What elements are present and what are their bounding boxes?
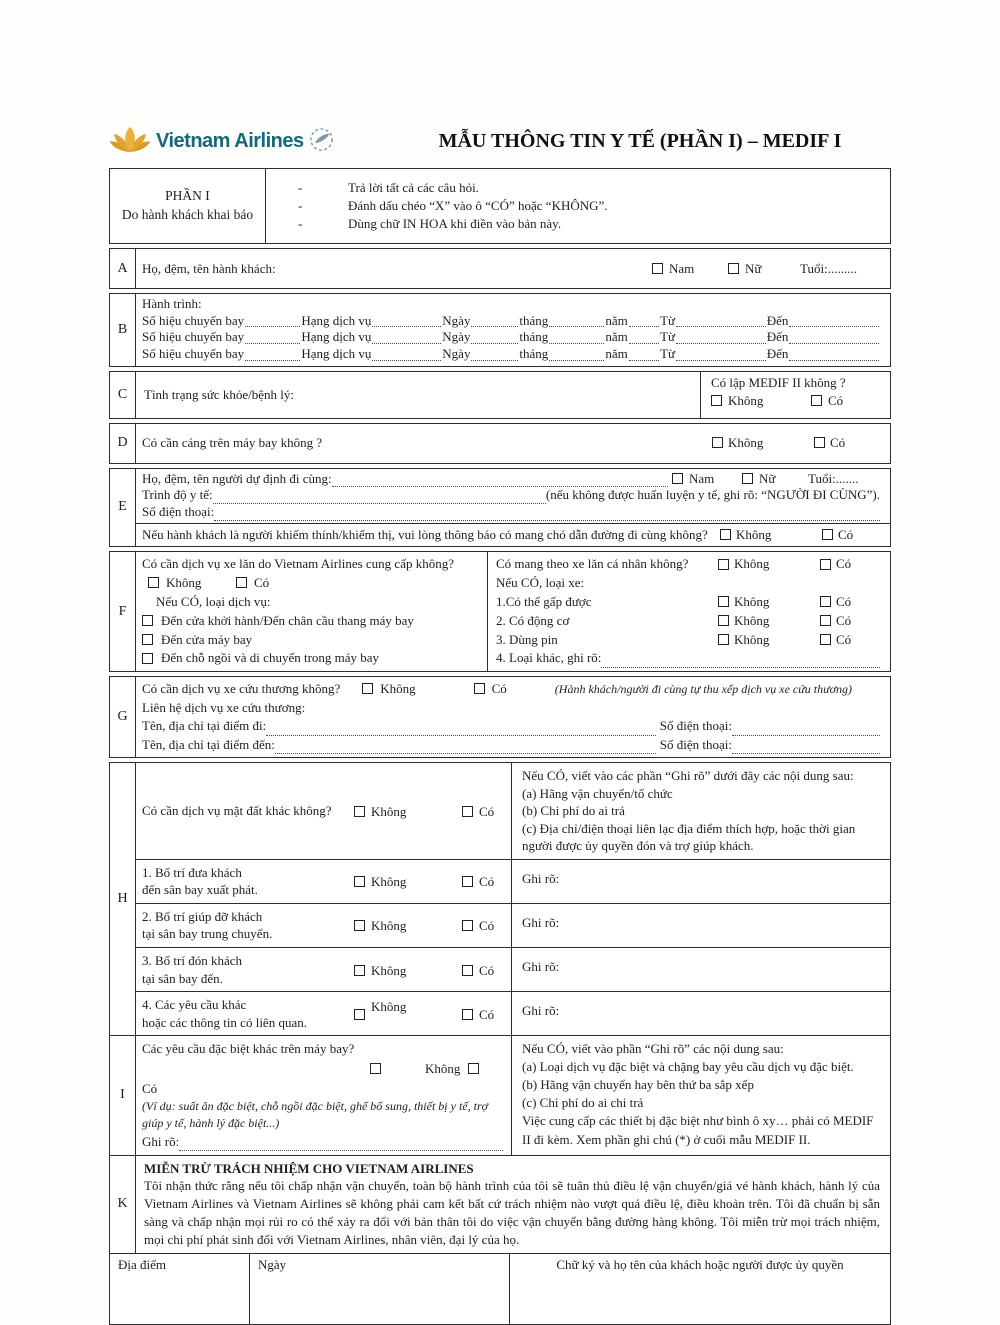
instructions-box <box>109 168 891 244</box>
ambulance-question: Có cần dịch vụ xe cứu thương không? <box>142 681 341 697</box>
day-field[interactable] <box>471 332 518 344</box>
to-label: Đến <box>766 312 789 328</box>
companion-age-label: Tuổi:....... <box>808 470 859 486</box>
service-to-door-checkbox[interactable] <box>142 634 153 645</box>
specify-label[interactable]: Ghi rõ: <box>522 870 560 886</box>
medif2-yes-checkbox[interactable] <box>811 395 822 406</box>
service-class-label: Hạng dịch vụ <box>301 345 372 361</box>
medical-level-note: (nếu không được huấn luyện y tế, ghi rõ: “NGƯỜI ĐI CÙNG”). <box>545 487 880 503</box>
destination-contact-label: Tên, địa chỉ tại điểm đến: <box>142 736 275 752</box>
flight-number-field[interactable] <box>245 315 300 327</box>
flight-number-label: Số hiệu chuyến bay <box>142 345 245 361</box>
h-item-label: 1. Bố trí đưa khách đến sân bay xuất phát. <box>142 864 258 898</box>
date-label: Ngày <box>258 1256 287 1272</box>
instruction-text: Đánh dấu chéo “X” vào ô “CÓ” hoặc “KHÔNG”. <box>348 198 608 213</box>
special-note-a: (a) Loại dịch vụ đặc biệt và chặng bay yêu cầu dịch vụ đặc biệt. <box>522 1058 854 1074</box>
stretcher-question: Có cần cáng trên máy bay không ? <box>142 435 323 450</box>
yes-label: Có <box>828 392 844 408</box>
special-note-c: (c) Chi phí do ai chi trả <box>522 1095 644 1111</box>
medical-level-label: Trình độ y tế: <box>142 487 213 503</box>
signature-cell[interactable] <box>510 1254 890 1324</box>
part-subtitle: Do hành khách khai báo <box>121 207 254 222</box>
page-title: MẪU THÔNG TIN Y TẾ (PHẦN I) – MEDIF I <box>438 129 842 152</box>
medif2-question: Có lập MEDIF II không ? <box>711 374 846 390</box>
row-letter-c: C <box>110 372 136 418</box>
no-label: Không <box>425 1060 461 1076</box>
other-type-field[interactable] <box>601 656 880 668</box>
h-item-label: 4. Các yêu cầu khác hoặc các thông tin có liên quan. <box>142 997 307 1030</box>
yes-label: Có <box>479 918 495 934</box>
row-f <box>109 551 891 672</box>
place-label: Địa điểm <box>118 1256 167 1272</box>
row-letter-k: K <box>110 1156 136 1254</box>
phone-field[interactable] <box>214 509 880 521</box>
companion-female-checkbox[interactable] <box>742 473 753 484</box>
year-label: năm <box>605 345 628 361</box>
h-item-label: 3. Bố trí đón khách tại sân bay đến. <box>142 952 243 986</box>
origin-contact-label: Tên, địa chỉ tại điểm đi: <box>142 718 267 734</box>
dash-bullet: - <box>298 198 303 213</box>
ground-service-question: Có cần dịch vụ mặt đất khác không? <box>142 802 332 818</box>
battery-yes-checkbox[interactable] <box>820 634 831 645</box>
row-letter-h: H <box>110 763 136 1035</box>
yes-label: Có <box>836 556 852 572</box>
ambulance-note: (Hành khách/người đi cùng tự thu xếp dịch vụ xe cứu thương) <box>554 681 853 696</box>
yes-label: Có <box>479 874 495 890</box>
special-note-b: (b) Hãng vận chuyển hay bên thứ ba sắp xếp <box>522 1077 754 1093</box>
place-cell[interactable] <box>110 1254 250 1324</box>
guide-dog-yes-checkbox[interactable] <box>822 529 833 540</box>
battery-no-checkbox[interactable] <box>718 634 729 645</box>
motorized-yes-checkbox[interactable] <box>820 615 831 626</box>
no-label: Không <box>734 593 770 609</box>
from-field[interactable] <box>676 332 766 344</box>
foldable-no-checkbox[interactable] <box>718 596 729 607</box>
yes-label: Có <box>491 681 507 697</box>
ground-service-yes-checkbox[interactable] <box>462 806 473 817</box>
row-d <box>109 423 891 464</box>
h1-yes-checkbox[interactable] <box>462 876 473 887</box>
ground-service-no-checkbox[interactable] <box>354 806 365 817</box>
guide-dog-question: Nếu hành khách là người khiếm thính/khiếm thị, vui lòng thông báo có mang chó dẫn đường đi cùng không? <box>142 527 708 543</box>
no-label: Không <box>728 435 764 450</box>
medif2-cell <box>700 372 890 418</box>
flight-number-field[interactable] <box>245 349 300 361</box>
companion-name-field[interactable] <box>332 475 668 487</box>
service-option-label: Đến chỗ ngồi và di chuyển trong máy bay <box>161 650 380 666</box>
row-letter-a: A <box>110 249 136 288</box>
wheelchair-type-label: 2. Có động cơ <box>496 612 570 628</box>
specify-label[interactable]: Ghi rõ: <box>522 958 560 974</box>
month-field[interactable] <box>549 349 604 361</box>
to-field[interactable] <box>789 332 879 344</box>
yes-label: Có <box>838 527 854 543</box>
day-field[interactable] <box>471 349 518 361</box>
male-label: Nam <box>689 470 715 486</box>
h1-no-checkbox[interactable] <box>354 876 365 887</box>
row-c <box>109 371 891 419</box>
wheelchair-service-question: Có cần dịch vụ xe lăn do Vietnam Airlines cung cấp không? <box>142 556 454 572</box>
yes-label: Có <box>830 435 846 450</box>
row-i <box>109 1035 891 1156</box>
specify-label[interactable]: Ghi rõ: <box>522 1003 560 1019</box>
specify-label[interactable]: Ghi rõ: <box>522 914 560 930</box>
male-label: Nam <box>669 260 695 276</box>
ground-note-c: (c) Địa chỉ/điện thoại liên lạc địa điểm thích hợp, hoặc thời gian người được ủy quyền đón và trợ giúp khách. <box>522 820 856 854</box>
month-field[interactable] <box>549 332 604 344</box>
part-title: PHẦN I <box>165 188 210 204</box>
flight-number-label: Số hiệu chuyến bay <box>142 312 245 328</box>
form-sheet <box>109 0 891 1325</box>
year-field[interactable] <box>629 349 659 361</box>
ground-if-yes-label: Nếu CÓ, viết vào các phần “Ghi rõ” dưới đây các nội dung sau: <box>522 768 854 784</box>
wheelchair-no-checkbox[interactable] <box>148 577 159 588</box>
h2-yes-checkbox[interactable] <box>462 920 473 931</box>
month-label: tháng <box>519 312 549 328</box>
special-request-no-checkbox[interactable] <box>468 1063 479 1074</box>
from-label: Từ <box>660 345 676 361</box>
wheelchair-type-label: 1.Có thể gấp được <box>496 593 592 609</box>
foldable-yes-checkbox[interactable] <box>820 596 831 607</box>
lotus-icon <box>109 125 151 158</box>
no-label: Không <box>736 527 772 543</box>
no-label: Không <box>371 874 407 890</box>
h3-no-checkbox[interactable] <box>354 965 365 976</box>
from-label: Từ <box>660 312 676 328</box>
dash-bullet: - <box>298 216 303 231</box>
service-to-gate-checkbox[interactable] <box>142 615 153 626</box>
from-field[interactable] <box>676 349 766 361</box>
female-label: Nữ <box>759 470 776 486</box>
yes-wrap-label: Có <box>142 1081 158 1097</box>
service-class-field[interactable] <box>372 332 441 344</box>
row-g <box>109 676 891 758</box>
yes-label: Có <box>479 962 495 978</box>
phone-label: Số điện thoại: <box>659 736 732 752</box>
motorized-no-checkbox[interactable] <box>718 615 729 626</box>
yes-label: Có <box>836 631 852 647</box>
no-label: Không <box>371 998 407 1014</box>
no-label: Không <box>728 392 764 408</box>
row-h <box>109 762 891 1036</box>
row-letter-g: G <box>110 677 136 757</box>
wheelchair-type-label: 3. Dùng pin <box>496 631 558 647</box>
ground-note-b: (b) Chi phí do ai trả <box>522 803 625 819</box>
phone-label: Số điện thoại: <box>142 504 215 520</box>
ambulance-no-checkbox[interactable] <box>362 683 373 694</box>
stretcher-no-checkbox[interactable] <box>712 437 723 448</box>
wheelchair-yes-checkbox[interactable] <box>236 577 247 588</box>
own-wheelchair-no-checkbox[interactable] <box>718 559 729 570</box>
ground-note-a: (a) Hãng vận chuyển/tổ chức <box>522 785 673 801</box>
instruction-text: Trả lời tất cả các câu hỏi. <box>348 180 479 195</box>
yes-label: Có <box>479 1006 495 1022</box>
yes-label: Có <box>836 612 852 628</box>
service-class-label: Hạng dịch vụ <box>301 312 372 328</box>
origin-phone-field[interactable] <box>732 724 880 736</box>
year-label: năm <box>605 312 628 328</box>
no-label: Không <box>166 575 202 591</box>
female-label: Nữ <box>745 260 762 276</box>
yes-label: Có <box>254 575 270 591</box>
if-yes-type-label: Nếu CÓ, loại xe: <box>496 575 585 591</box>
row-e <box>109 468 891 548</box>
special-equipment-note: Việc cung cấp các thiết bị đặc biệt như bình ô xy… phải có MEDIF II đi kèm. Xem phần ghi chú (*) ở cuối mẫu MEDIF II. <box>522 1113 874 1147</box>
skyteam-icon <box>309 127 334 156</box>
page-header <box>109 122 891 160</box>
h-item-label: 2. Bố trí giúp đỡ khách tại sân bay trung chuyển. <box>142 908 273 942</box>
dash-bullet: - <box>298 180 303 195</box>
special-request-example: (Ví dụ: suất ăn đặc biệt, chỗ ngồi đặc biệt, ghế bổ sung, thiết bị y tế, trợ giúp y tế, hành lý đặc biệt...) <box>142 1099 489 1131</box>
liability-waiver-heading: MIỄN TRỪ TRÁCH NHIỆM CHO VIETNAM AIRLINES <box>144 1160 474 1176</box>
vietnam-airlines-logo <box>109 125 359 158</box>
special-request-checkbox[interactable] <box>370 1063 381 1074</box>
passenger-name-label: Họ, đệm, tên hành khách: <box>142 260 276 276</box>
month-label: tháng <box>519 345 549 361</box>
no-label: Không <box>380 681 416 697</box>
companion-name-label: Họ, đệm, tên người dự định đi cùng: <box>142 470 332 486</box>
day-label: Ngày <box>442 312 471 328</box>
to-label: Đến <box>766 345 789 361</box>
yes-label: Có <box>479 803 495 819</box>
instruction-item <box>296 198 890 214</box>
yes-label: Có <box>836 593 852 609</box>
row-letter-e: E <box>110 469 136 547</box>
guide-dog-no-checkbox[interactable] <box>720 529 731 540</box>
female-checkbox[interactable] <box>728 263 739 274</box>
day-label: Ngày <box>442 329 471 345</box>
year-field[interactable] <box>629 332 659 344</box>
instruction-item <box>296 216 890 232</box>
signature-label: Chữ ký và họ tên của khách hoặc người được ủy quyền <box>556 1256 844 1272</box>
special-if-yes-label: Nếu CÓ, viết vào phần “Ghi rõ” các nội dung sau: <box>522 1040 784 1056</box>
brand-wordmark: Vietnam Airlines <box>156 129 304 152</box>
no-label: Không <box>734 556 770 572</box>
own-wheelchair-yes-checkbox[interactable] <box>820 559 831 570</box>
h2-no-checkbox[interactable] <box>354 920 365 931</box>
destination-contact-field[interactable] <box>275 742 656 754</box>
instruction-text: Dùng chữ IN HOA khi điền vào bản này. <box>348 216 562 231</box>
liability-waiver-body: Tôi nhận thức rằng nếu tôi chấp nhận vận chuyển, toàn bộ hành trình của tôi sẽ tuân thủ điều lệ vận chuyển/giá vé hành khách, hành lý của Vietnam Airlines và Vietnam Airlines sẽ không phải cam kết bất cứ trách nhiệm nào vượt quá điều lệ, điều khoản trên. Tôi đã chuẩn bị sẵn sàng và chấp nhận mọi rủi ro có thể xảy ra đối với bản thân tôi do việc vận chuyển bằng đường hàng không. Tôi miễn trừ mọi trách nhiệm, mọi chi phí phát sinh đối với Vietnam Airlines, nhân viên, đại lý của họ. <box>144 1178 880 1248</box>
no-label: Không <box>371 918 407 934</box>
health-status-label: Tình trạng sức khỏe/bệnh lý: <box>144 386 295 402</box>
flight-number-field[interactable] <box>245 332 300 344</box>
day-label: Ngày <box>442 345 471 361</box>
no-label: Không <box>734 612 770 628</box>
service-class-field[interactable] <box>372 349 441 361</box>
other-type-label: 4. Loại khác, ghi rõ: <box>496 650 602 666</box>
service-class-field[interactable] <box>372 315 441 327</box>
own-wheelchair-question: Có mang theo xe lăn cá nhân không? <box>496 556 689 572</box>
service-class-label: Hạng dịch vụ <box>301 329 372 345</box>
ambulance-contact-label: Liên hệ dịch vụ xe cứu thương: <box>142 699 306 715</box>
row-letter-f: F <box>110 552 136 671</box>
row-k <box>109 1155 891 1255</box>
specify-label: Ghi rõ: <box>142 1133 180 1149</box>
itinerary-line <box>142 313 880 330</box>
h4-yes-checkbox[interactable] <box>462 1009 473 1020</box>
to-label: Đến <box>766 329 789 345</box>
ambulance-yes-checkbox[interactable] <box>474 683 485 694</box>
to-field[interactable] <box>789 349 879 361</box>
specify-field[interactable] <box>179 1139 503 1151</box>
row-b <box>109 293 891 367</box>
no-label: Không <box>734 631 770 647</box>
phone-label: Số điện thoại: <box>659 718 732 734</box>
male-checkbox[interactable] <box>652 263 663 274</box>
if-yes-service-label: Nếu CÓ, loại dịch vụ: <box>156 593 271 609</box>
month-label: tháng <box>519 329 549 345</box>
date-cell[interactable] <box>250 1254 510 1324</box>
companion-male-checkbox[interactable] <box>672 473 683 484</box>
service-option-label: Đến cửa máy bay <box>161 631 253 647</box>
signature-row <box>109 1253 891 1325</box>
no-label: Không <box>371 803 407 819</box>
h3-yes-checkbox[interactable] <box>462 965 473 976</box>
itinerary-line <box>142 329 880 346</box>
special-request-question: Các yêu cầu đặc biệt khác trên máy bay? <box>142 1040 355 1056</box>
month-field[interactable] <box>549 315 604 327</box>
flight-number-label: Số hiệu chuyến bay <box>142 329 245 345</box>
from-field[interactable] <box>676 315 766 327</box>
year-field[interactable] <box>629 315 659 327</box>
no-label: Không <box>371 962 407 978</box>
h4-no-checkbox[interactable] <box>354 1009 365 1020</box>
service-to-seat-checkbox[interactable] <box>142 653 153 664</box>
itinerary-title: Hành trình: <box>142 296 202 311</box>
instructions-list <box>266 169 890 243</box>
medif2-no-checkbox[interactable] <box>711 395 722 406</box>
destination-phone-field[interactable] <box>732 742 880 754</box>
age-label: Tuổi:......... <box>800 260 857 276</box>
from-label: Từ <box>660 329 676 345</box>
row-letter-b: B <box>110 294 136 366</box>
row-letter-d: D <box>110 424 136 463</box>
to-field[interactable] <box>789 315 879 327</box>
row-a <box>109 248 891 289</box>
medical-level-field[interactable] <box>213 492 546 504</box>
part-label-cell <box>110 169 266 243</box>
itinerary-line <box>142 346 880 363</box>
stretcher-yes-checkbox[interactable] <box>814 437 825 448</box>
origin-contact-field[interactable] <box>266 724 656 736</box>
instruction-item <box>296 180 890 196</box>
service-option-label: Đến cửa khởi hành/Đến chân cầu thang máy bay <box>161 612 414 628</box>
day-field[interactable] <box>471 315 518 327</box>
row-letter-i: I <box>110 1036 136 1155</box>
year-label: năm <box>605 329 628 345</box>
